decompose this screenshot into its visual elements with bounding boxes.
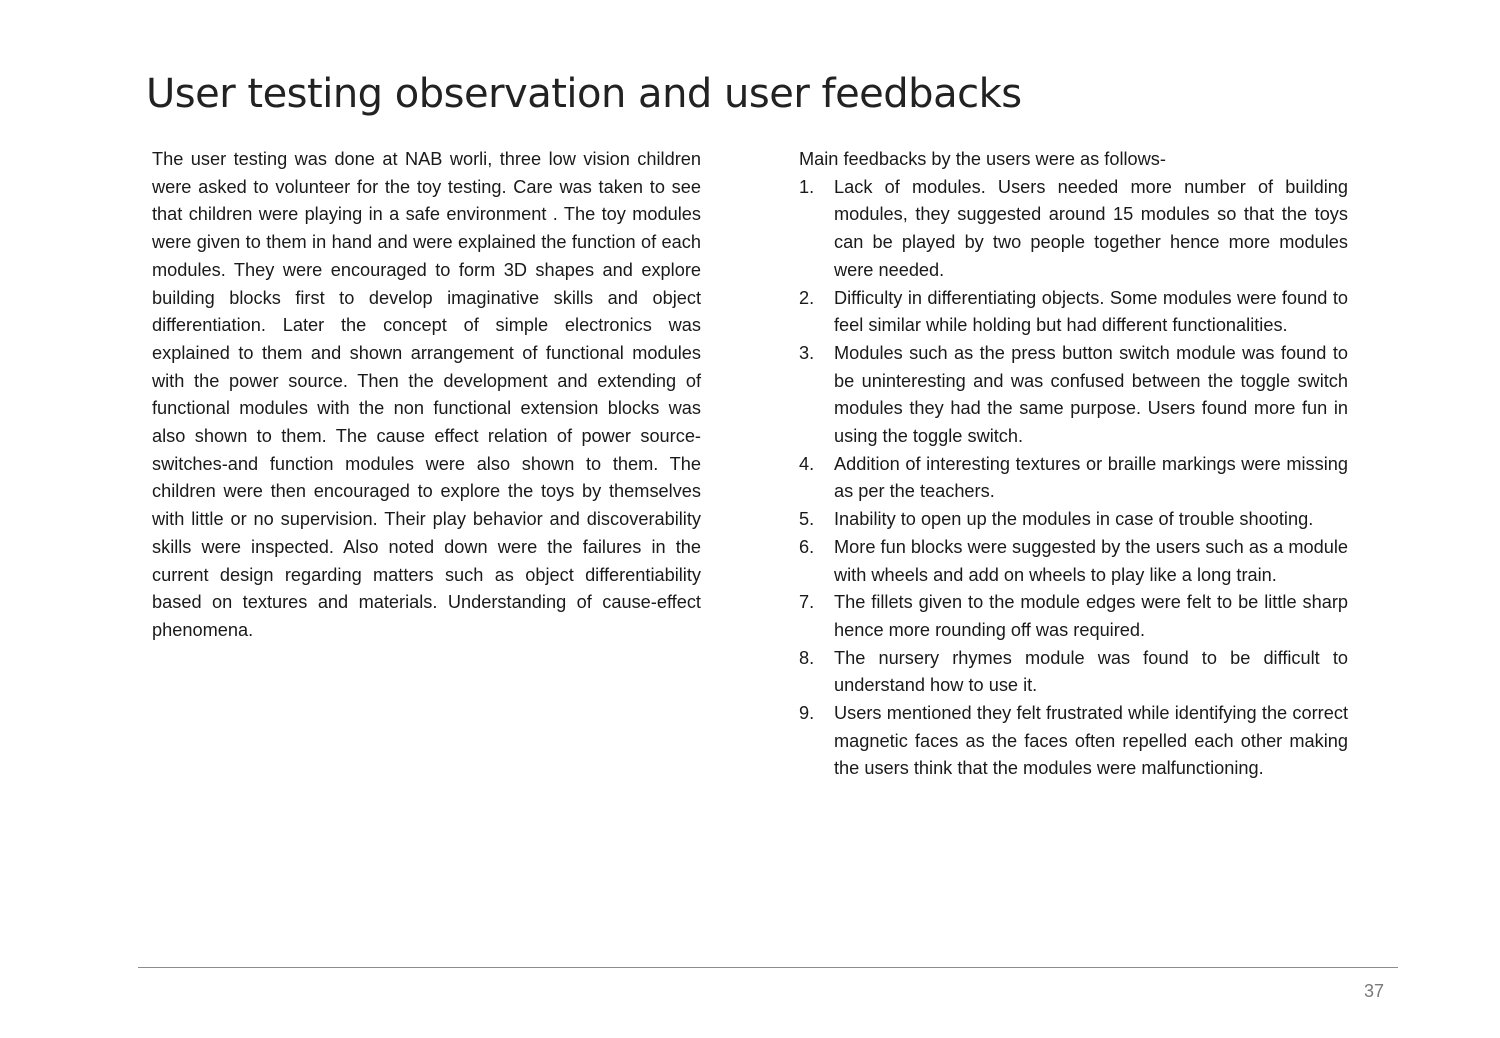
feedback-number: 7. (799, 592, 815, 613)
page-title: User testing observation and user feedbacks (146, 71, 1022, 117)
feedback-intro: Main feedbacks by the users were as follows- (799, 149, 1166, 169)
feedback-item-2 (799, 285, 1348, 340)
feedback-number: 9. (799, 703, 815, 724)
feedback-item-4 (799, 451, 1348, 506)
feedback-text: The nursery rhymes module was found to be difficult to understand how to use it. (834, 647, 1348, 696)
page-number: 37 (1363, 981, 1384, 1001)
feedback-item-5 (799, 506, 1348, 534)
feedback-text: Users mentioned they felt frustrated while identifying the correct magnetic faces as the faces often repelled each other making the users think that the modules were malfunctioning. (834, 703, 1348, 779)
feedback-text: Lack of modules. Users needed more number of building modules, they suggested around 15 modules so that the toys can be played by two people together hence more modules were needed. (834, 176, 1348, 280)
feedback-text: The fillets given to the module edges were felt to be little sharp hence more rounding off was required. (834, 592, 1348, 640)
feedback-text: Modules such as the press button switch module was found to be uninteresting and was confused between the toggle switch modules they had the same purpose. Users found more fun in using the toggle switch. (834, 342, 1348, 447)
feedback-item-8 (799, 645, 1348, 700)
feedback-text: Difficulty in differentiating objects. Some modules were found to feel similar while holding but had different functionalities. (834, 287, 1348, 336)
feedback-number: 4. (799, 453, 815, 474)
feedback-text: More fun blocks were suggested by the users such as a module with wheels and add on wheels to play like a long train. (834, 536, 1348, 585)
feedback-number: 6. (799, 536, 815, 557)
feedback-section (799, 146, 1348, 783)
feedback-item-1 (799, 174, 1348, 285)
feedback-text: Addition of interesting textures or braille markings were missing as per the teachers. (834, 453, 1348, 502)
feedback-number: 8. (799, 647, 815, 668)
feedback-item-6 (799, 534, 1348, 589)
feedback-text: Inability to open up the modules in case of trouble shooting. (834, 509, 1314, 530)
feedback-number: 2. (799, 287, 815, 308)
feedback-number: 1. (799, 176, 815, 197)
footer-divider (138, 967, 1398, 968)
observation-paragraph: The user testing was done at NAB worli, three low vision children were asked to volunteer for the toy testing. Care was taken to see that children were playing in a safe environment . The toy modules were given to them in hand and were explained the function of each modules. They were encouraged to form 3D shapes and explore building blocks first to develop imaginative skills and object differentiation. Later the concept of simple electronics was explained to them and shown arrangement of functional modules with the power source. Then the development and extending of functional modules with the non functional extension blocks was also shown to them. The cause effect relation of power source-switches-and function modules were also shown to them. The children were then encouraged to explore the toys by themselves with little or no supervision. Their play behavior and discoverability skills were inspected. Also noted down were the failures in the current design regarding matters such as object differentiability based on textures and materials. Understanding of cause-effect phenomena. (152, 149, 701, 640)
feedback-number: 3. (799, 342, 815, 363)
feedback-item-3 (799, 340, 1348, 451)
feedback-list (799, 174, 1348, 783)
feedback-number: 5. (799, 509, 815, 530)
feedback-item-7 (799, 589, 1348, 644)
feedback-item-9 (799, 700, 1348, 783)
